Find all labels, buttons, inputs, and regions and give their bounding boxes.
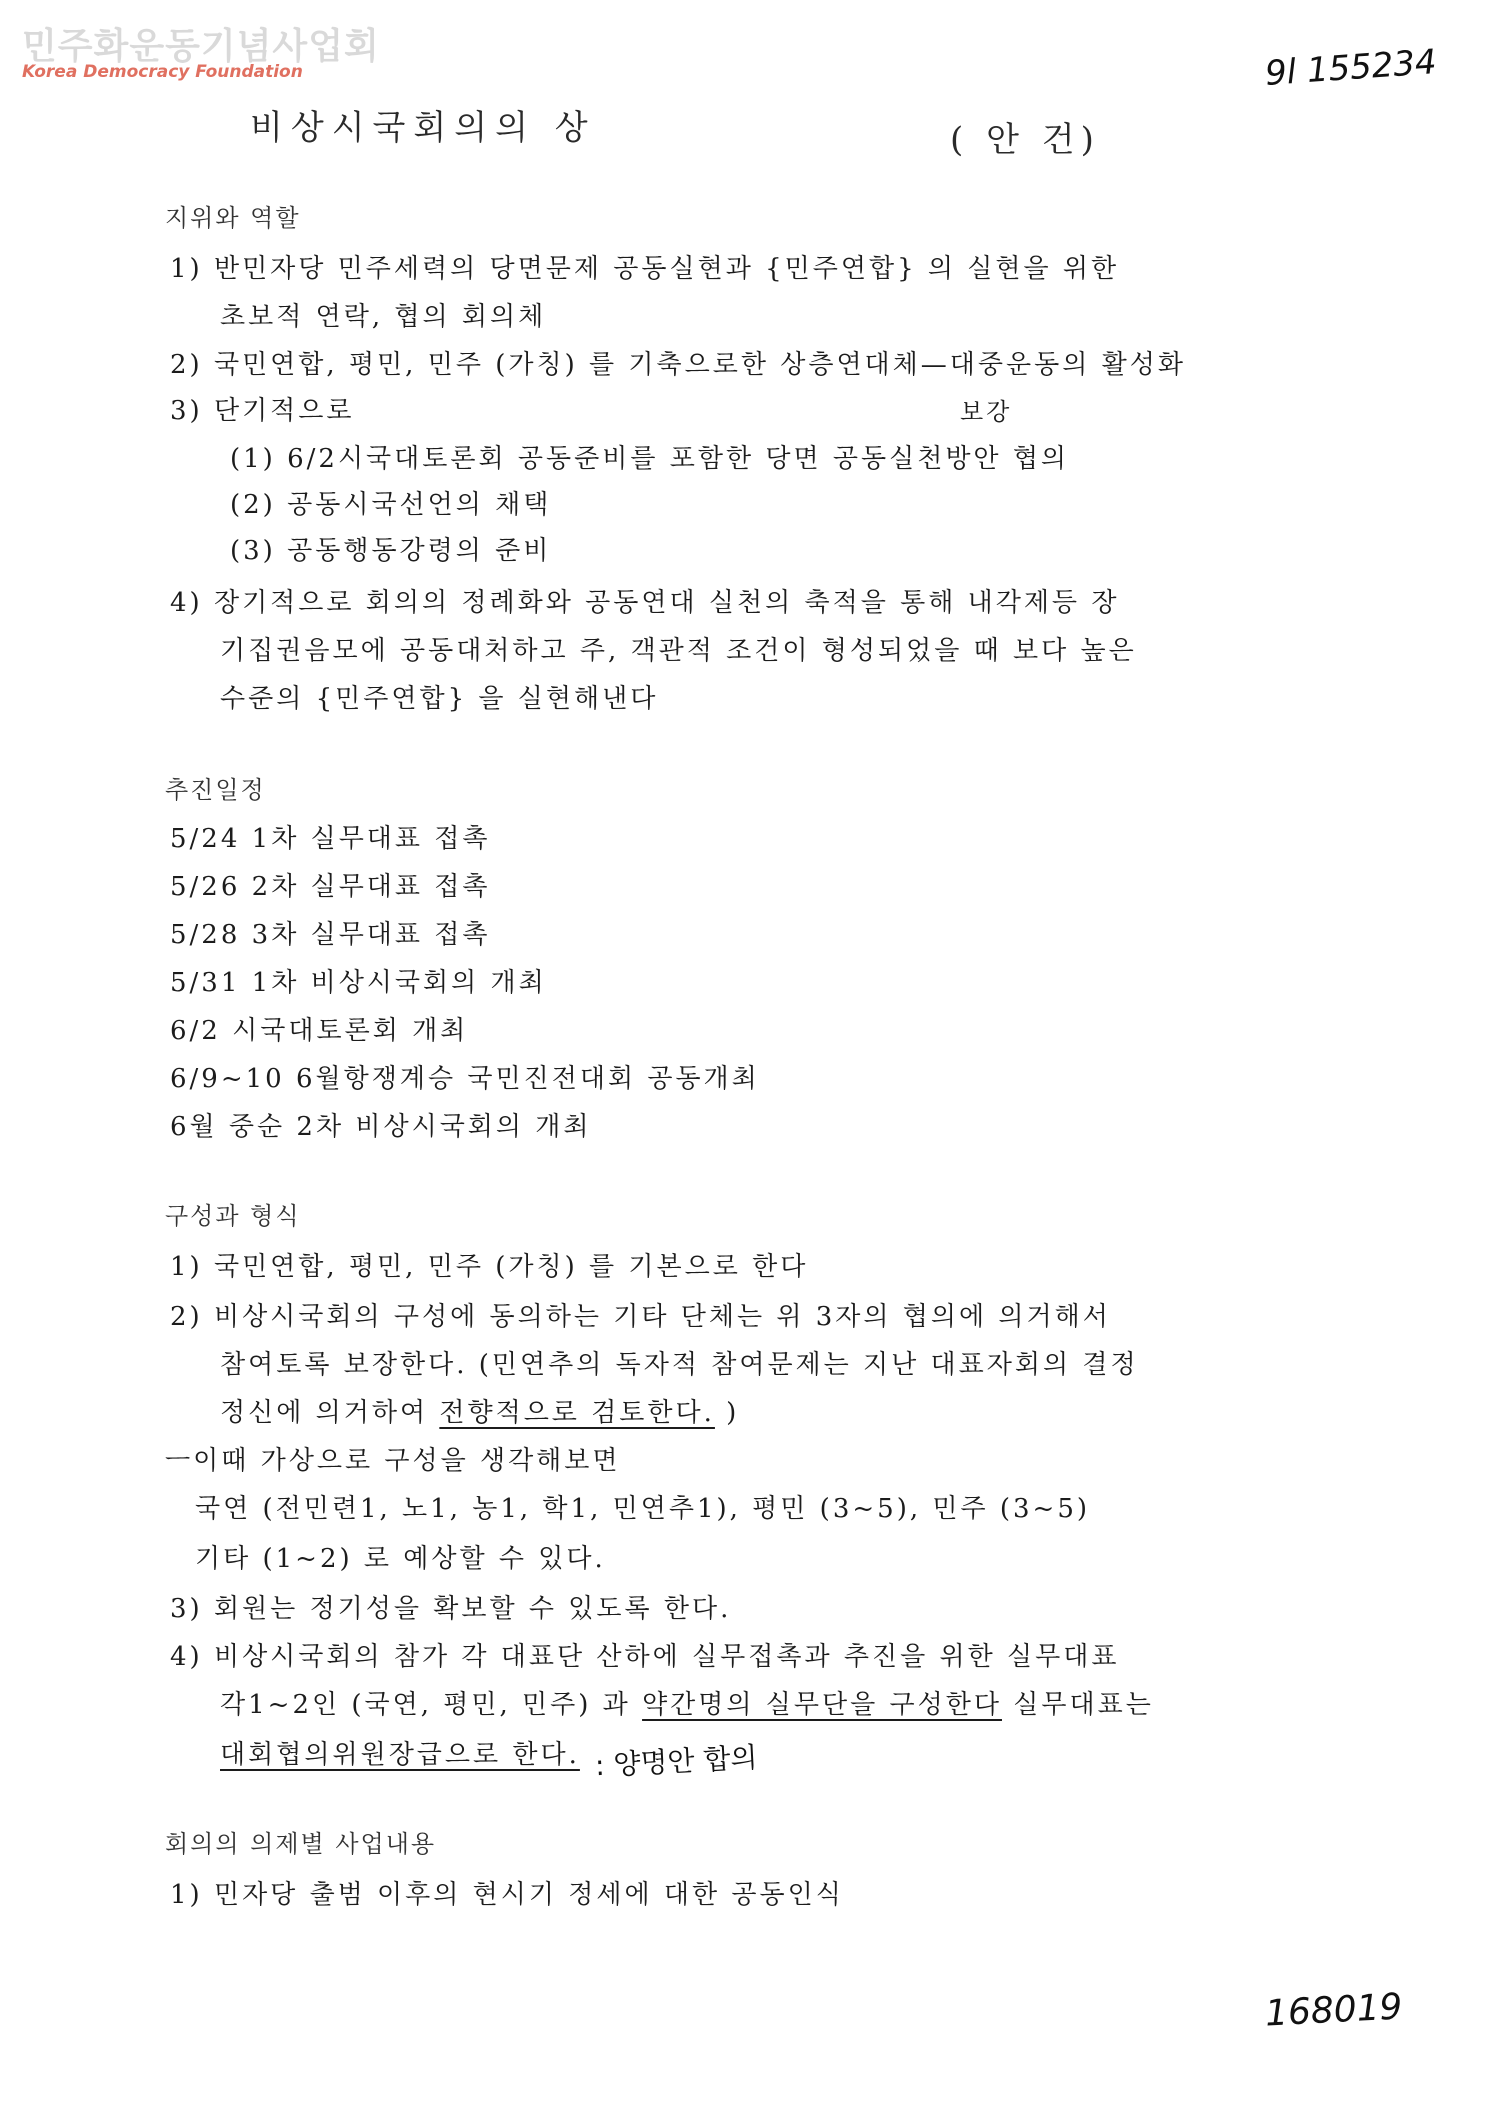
document-id-handwritten: 9l 155234	[1263, 42, 1438, 94]
schedule-row: 5/24 1차 실무대표 접촉	[170, 824, 491, 854]
composition-item-4b-tail: 실무대표는	[1001, 1690, 1154, 1720]
margin-note-reinforce: 보강	[960, 398, 1013, 426]
composition-item-1: 1) 국민연합, 평민, 민주 (가칭) 를 기본으로 한다	[170, 1252, 809, 1282]
composition-item-4c	[220, 1734, 580, 1771]
composition-dash-note: ㅡ이때 가상으로 구성을 생각해보면	[165, 1446, 621, 1476]
composition-item-2c-text: 정신에 의거하여	[220, 1398, 440, 1428]
schedule-row: 5/31 1차 비상시국회의 개최	[170, 968, 547, 998]
foundation-logo-english: Korea Democracy Foundation	[22, 62, 303, 82]
page-title: 비상시국회의의 상	[250, 108, 596, 148]
composition-item-2a: 2) 비상시국회의 구성에 동의하는 기타 단체는 위 3자의 협의에 의거해서	[170, 1302, 1111, 1332]
section-heading-schedule: 추진일정	[165, 776, 266, 804]
agenda-item-1: 1) 민자당 출범 이후의 현시기 정세에 대한 공동인식	[170, 1880, 844, 1910]
role-subitem-2: (2) 공동시국선언의 채택	[230, 490, 552, 520]
handwritten-note-agreement: : 양명안 합의	[594, 1740, 759, 1783]
section-heading-role: 지위와 역할	[165, 204, 301, 232]
schedule-row: 5/26 2차 실무대표 접촉	[170, 872, 491, 902]
schedule-row: 6/2 시국대토론회 개최	[170, 1016, 469, 1046]
section-heading-composition: 구성과 형식	[165, 1202, 301, 1230]
role-item-3: 3) 단기적으로	[170, 396, 355, 426]
composition-item-2c-close: )	[714, 1398, 740, 1428]
role-subitem-1: (1) 6/2시국대토론회 공동준비를 포함한 당면 공동실천방안 협의	[230, 444, 1070, 474]
role-item-1b: 초보적 연락, 협의 회의체	[220, 302, 547, 332]
composition-item-2b: 참여토록 보장한다. (민연추의 독자적 참여문제는 지난 대표자회의 결정	[220, 1350, 1139, 1380]
role-item-2: 2) 국민연합, 평민, 민주 (가칭) 를 기축으로한 상층연대체—대중운동의 활성화	[170, 350, 1186, 380]
section-heading-agenda: 회의의 의제별 사업내용	[165, 1830, 437, 1858]
title-parenthetical: ( 안 건)	[950, 120, 1100, 160]
foundation-logo-korean: 민주화운동기념사업회	[22, 26, 380, 67]
composition-breakdown-1: 국연 (전민련1, 노1, 농1, 학1, 민연추1), 평민 (3~5), 민주 (3~5)	[195, 1494, 1091, 1524]
composition-item-4b-underlined: 약간명의 실무단을 구성한다	[642, 1690, 1002, 1720]
page-number-handwritten: 168019	[1264, 1986, 1404, 2035]
role-item-1a: 1) 반민자당 민주세력의 당면문제 공동실현과 {민주연합} 의 실현을 위한	[170, 254, 1120, 284]
composition-item-2c	[220, 1392, 739, 1429]
schedule-row: 6/9~10 6월항쟁계승 국민진전대회 공동개최	[170, 1064, 760, 1094]
composition-item-4c-underlined: 대회협의위원장급으로 한다.	[220, 1740, 580, 1770]
role-item-4c: 수준의 {민주연합} 을 실현해낸다	[220, 684, 659, 714]
role-subitem-3: (3) 공동행동강령의 준비	[230, 536, 552, 566]
schedule-row: 6월 중순 2차 비상시국회의 개최	[170, 1112, 592, 1142]
composition-breakdown-2: 기타 (1~2) 로 예상할 수 있다.	[195, 1544, 606, 1574]
composition-item-3: 3) 회원는 정기성을 확보할 수 있도록 한다.	[170, 1594, 732, 1624]
role-item-4a: 4) 장기적으로 회의의 정례화와 공동연대 실천의 축적을 통해 내각제등 장	[170, 588, 1120, 618]
composition-item-4b	[220, 1684, 1154, 1721]
composition-item-4a: 4) 비상시국회의 참가 각 대표단 산하에 실무접촉과 추진을 위한 실무대표	[170, 1642, 1120, 1672]
schedule-row: 5/28 3차 실무대표 접촉	[170, 920, 491, 950]
role-item-4b: 기집권음모에 공동대처하고 주, 객관적 조건이 형성되었을 때 보다 높은	[220, 636, 1137, 666]
composition-item-2c-underlined: 전향적으로 검토한다.	[439, 1398, 715, 1428]
composition-item-4b-text: 각1~2인 (국연, 평민, 민주) 과	[220, 1690, 643, 1720]
